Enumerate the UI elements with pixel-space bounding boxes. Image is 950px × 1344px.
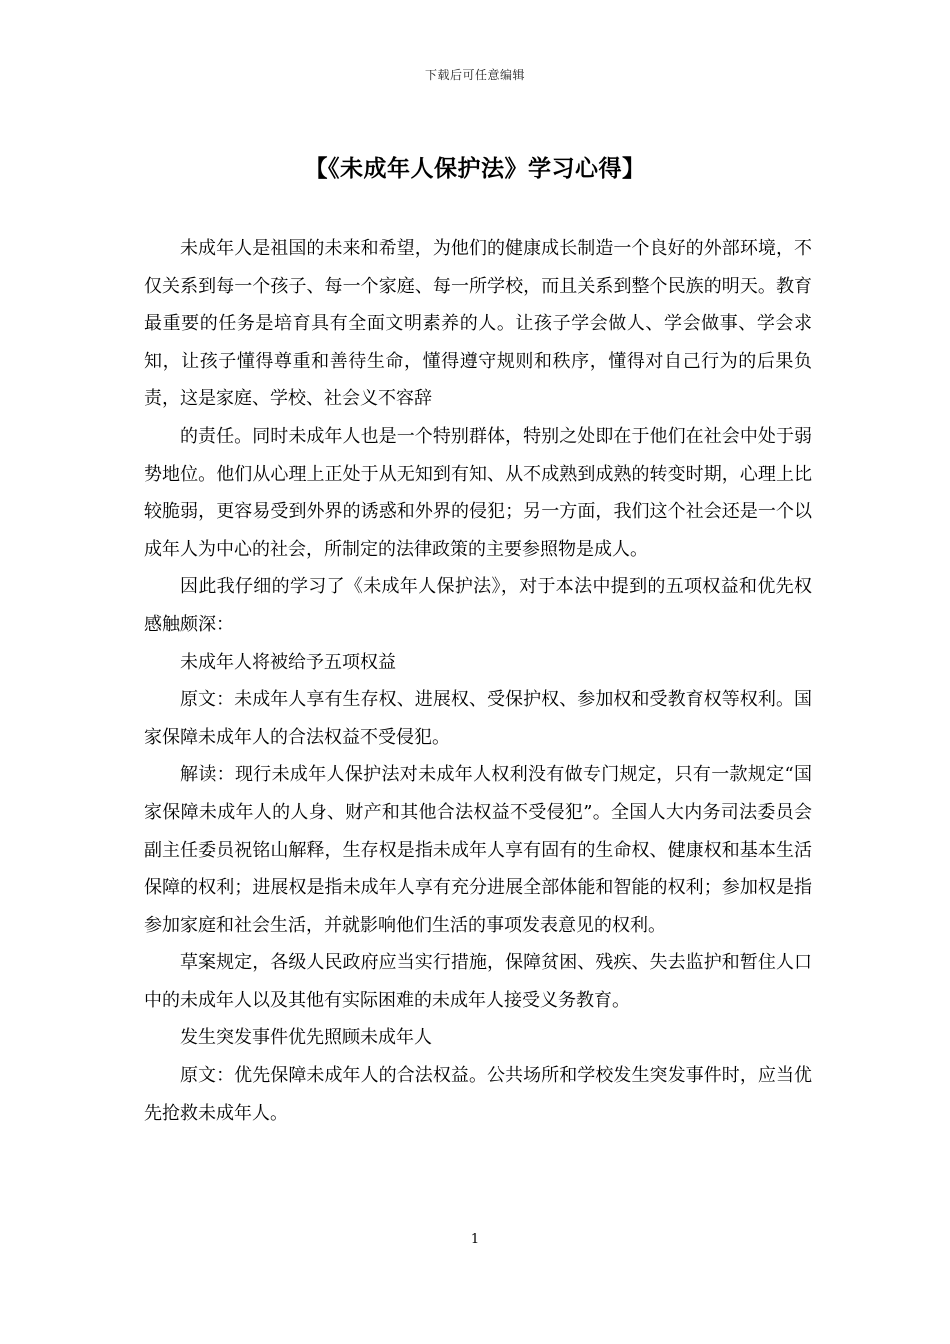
section-heading: 未成年人将被给予五项权益 (180, 651, 396, 673)
paragraph: 的责任。同时未成年人也是一个特别群体，特别之处即在于他们在社会中处于弱势地位。他们从心理上正处于从无知到有知、从不成熟到成熟的转变时期，心理上比较脆弱，更容易受到外界的诱惑和外界的侵犯；另一方面，我们这个社会还是一个以成年人为中心的社会，所制定的法律政策的主要参照物是成人。 (144, 425, 812, 560)
document-title: 【《未成年人保护法》学习心得】 (304, 156, 646, 182)
document-body (144, 230, 812, 1132)
paragraph: 原文：未成年人享有生存权、进展权、受保护权、参加权和受教育权等权利。国家保障未成年人的合法权益不受侵犯。 (144, 689, 812, 748)
paragraph: 未成年人是祖国的未来和希望，为他们的健康成长制造一个良好的外部环境，不仅关系到每一个孩子、每一个家庭、每一所学校，而且关系到整个民族的明天。教育最重要的任务是培育具有全面文明素养的人。让孩子学会做人、学会做事、学会求知，让孩子懂得尊重和善待生命，懂得遵守规则和秩序，懂得对自己行为的后果负责，这是家庭、学校、社会义不容辞 (144, 238, 812, 410)
header-note: 下载后可任意编辑 (424, 68, 525, 82)
section-heading: 发生突发事件优先照顾未成年人 (180, 1027, 432, 1049)
paragraph: 原文：优先保障未成年人的合法权益。公共场所和学校发生突发事件时，应当优先抢救未成年人。 (144, 1065, 812, 1124)
paragraph: 解读：现行未成年人保护法对未成年人权利没有做专门规定，只有一款规定“国家保障未成年人的人身、财产和其他合法权益不受侵犯”。全国人大内务司法委员会副主任委员祝铭山解释，生存权是指未成年人享有固有的生命权、健康权和基本生活保障的权利；进展权是指未成年人享有充分进展全部体能和智能的权利；参加权是指参加家庭和社会生活，并就影响他们生活的事项发表意见的权利。 (144, 764, 812, 936)
paragraph: 因此我仔细的学习了《未成年人保护法》，对于本法中提到的五项权益和优先权感触颇深： (144, 576, 812, 635)
page-number: 1 (470, 1232, 480, 1247)
paragraph: 草案规定，各级人民政府应当实行措施，保障贫困、残疾、失去监护和暂住人口中的未成年人以及其他有实际困难的未成年人接受义务教育。 (144, 952, 812, 1011)
